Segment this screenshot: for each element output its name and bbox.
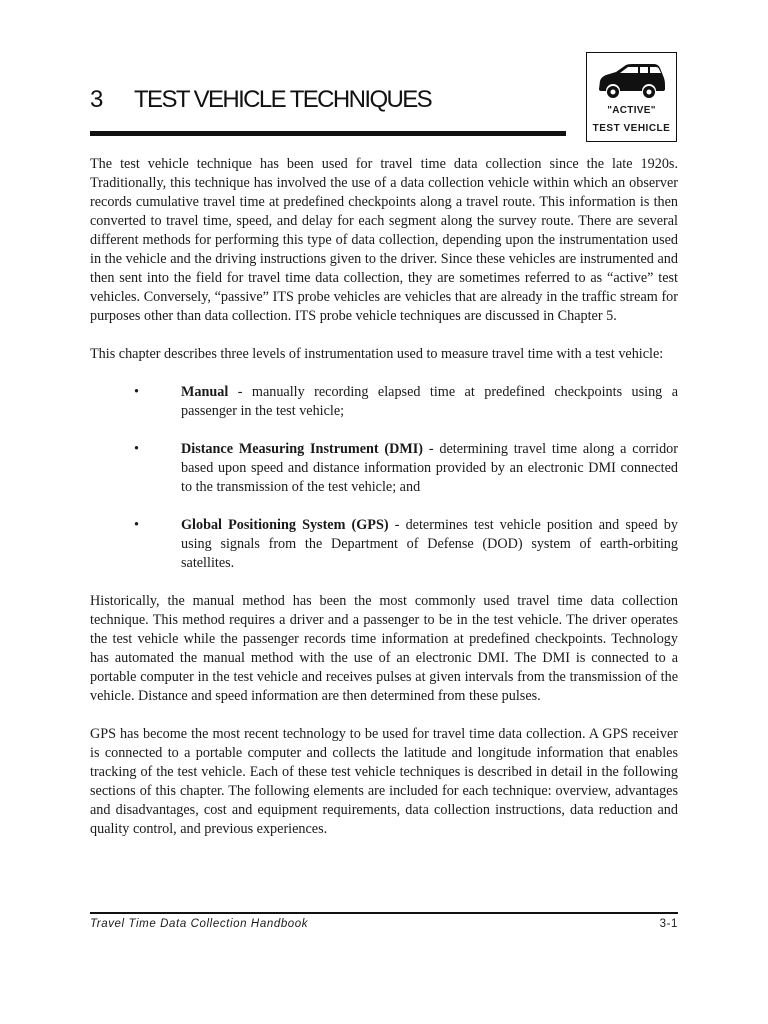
chapter-header	[90, 86, 570, 142]
bullet-icon: •	[134, 517, 139, 533]
body-text	[90, 155, 678, 858]
history-paragraph: Historically, the manual method has been the most commonly used travel time data collection technique. This method requires a driver and a passenger to be in the test vehicle. The driver operates the test vehicle while the passenger records time information at predefined checkpoints. Technology has automated the manual method with the use of an electronic DMI. The DMI is connected to a portable computer in the test vehicle and receives pulses at given intervals from the transmission of the vehicle. Distance and speed information are then determined from these pulses.	[90, 593, 678, 704]
list-item-term: Global Positioning System (GPS)	[181, 517, 389, 533]
levels-intro-paragraph: This chapter describes three levels of instrumentation used to measure travel time with a test vehicle:	[90, 346, 664, 362]
page-footer	[90, 912, 678, 938]
list-item-dmi	[90, 440, 678, 497]
list-item-text: - determines test vehicle position and speed by using signals from the Department of Defense (DOD) system of earth-orbiting satellites.	[181, 517, 678, 571]
active-test-vehicle-badge	[586, 52, 677, 142]
list-item-text: - determining travel time along a corridor based upon speed and distance information provided by an electronic DMI connected to the transmission of the test vehicle; and	[181, 441, 678, 495]
list-item-gps	[90, 516, 678, 573]
list-item-text: - manually recording elapsed time at predefined checkpoints using a passenger in the test vehicle;	[181, 384, 678, 419]
bullet-icon: •	[134, 441, 139, 457]
list-item-term: Manual	[181, 384, 229, 400]
list-item-term: Distance Measuring Instrument (DMI)	[181, 441, 424, 457]
footer-row	[90, 918, 678, 938]
title-rule	[90, 131, 566, 136]
chapter-title-text: TEST VEHICLE TECHNIQUES	[134, 86, 432, 113]
bullet-icon: •	[134, 384, 139, 400]
chapter-number: 3	[90, 86, 104, 113]
badge-line-test-vehicle: TEST VEHICLE	[592, 123, 671, 134]
footer-book-title: Travel Time Data Collection Handbook	[90, 918, 309, 930]
instrumentation-levels-list	[90, 383, 678, 573]
car-icon	[596, 61, 668, 101]
list-item-manual	[90, 383, 678, 421]
intro-paragraph: The test vehicle technique has been used for travel time data collection since the late 1920s. Traditionally, this technique has involved the use of a data collection vehicle within which an observer records cumulative travel time at predefined checkpoints along a travel route. This information is then converted to travel time, speed, and delay for each segment along the survey route. There are several different methods for performing this type of data collection, depending upon the instrumentation used in the vehicle and the driving instructions given to the driver. Since these vehicles are instrumented and then sent into the field for travel time data collection, they are sometimes referred to as “active” test vehicles. Conversely, “passive” ITS probe vehicles are vehicles that are already in the traffic stream for purposes other than data collection. ITS probe vehicle techniques are discussed in Chapter 5.	[90, 156, 678, 324]
page-number: 3-1	[659, 918, 678, 930]
gps-paragraph: GPS has become the most recent technology to be used for travel time data collection. A GPS receiver is connected to a portable computer and collects the latitude and longitude information that enables tracking of the test vehicle. Each of these test vehicle techniques is described in detail in the following sections of this chapter. The following elements are included for each technique: overview, advantages and disadvantages, cost and equipment requirements, data collection instructions, data reduction and quality control, and previous experiences.	[90, 726, 678, 837]
chapter-title	[90, 86, 431, 114]
badge-line-active: "ACTIVE"	[607, 105, 656, 116]
footer-rule	[90, 912, 678, 914]
